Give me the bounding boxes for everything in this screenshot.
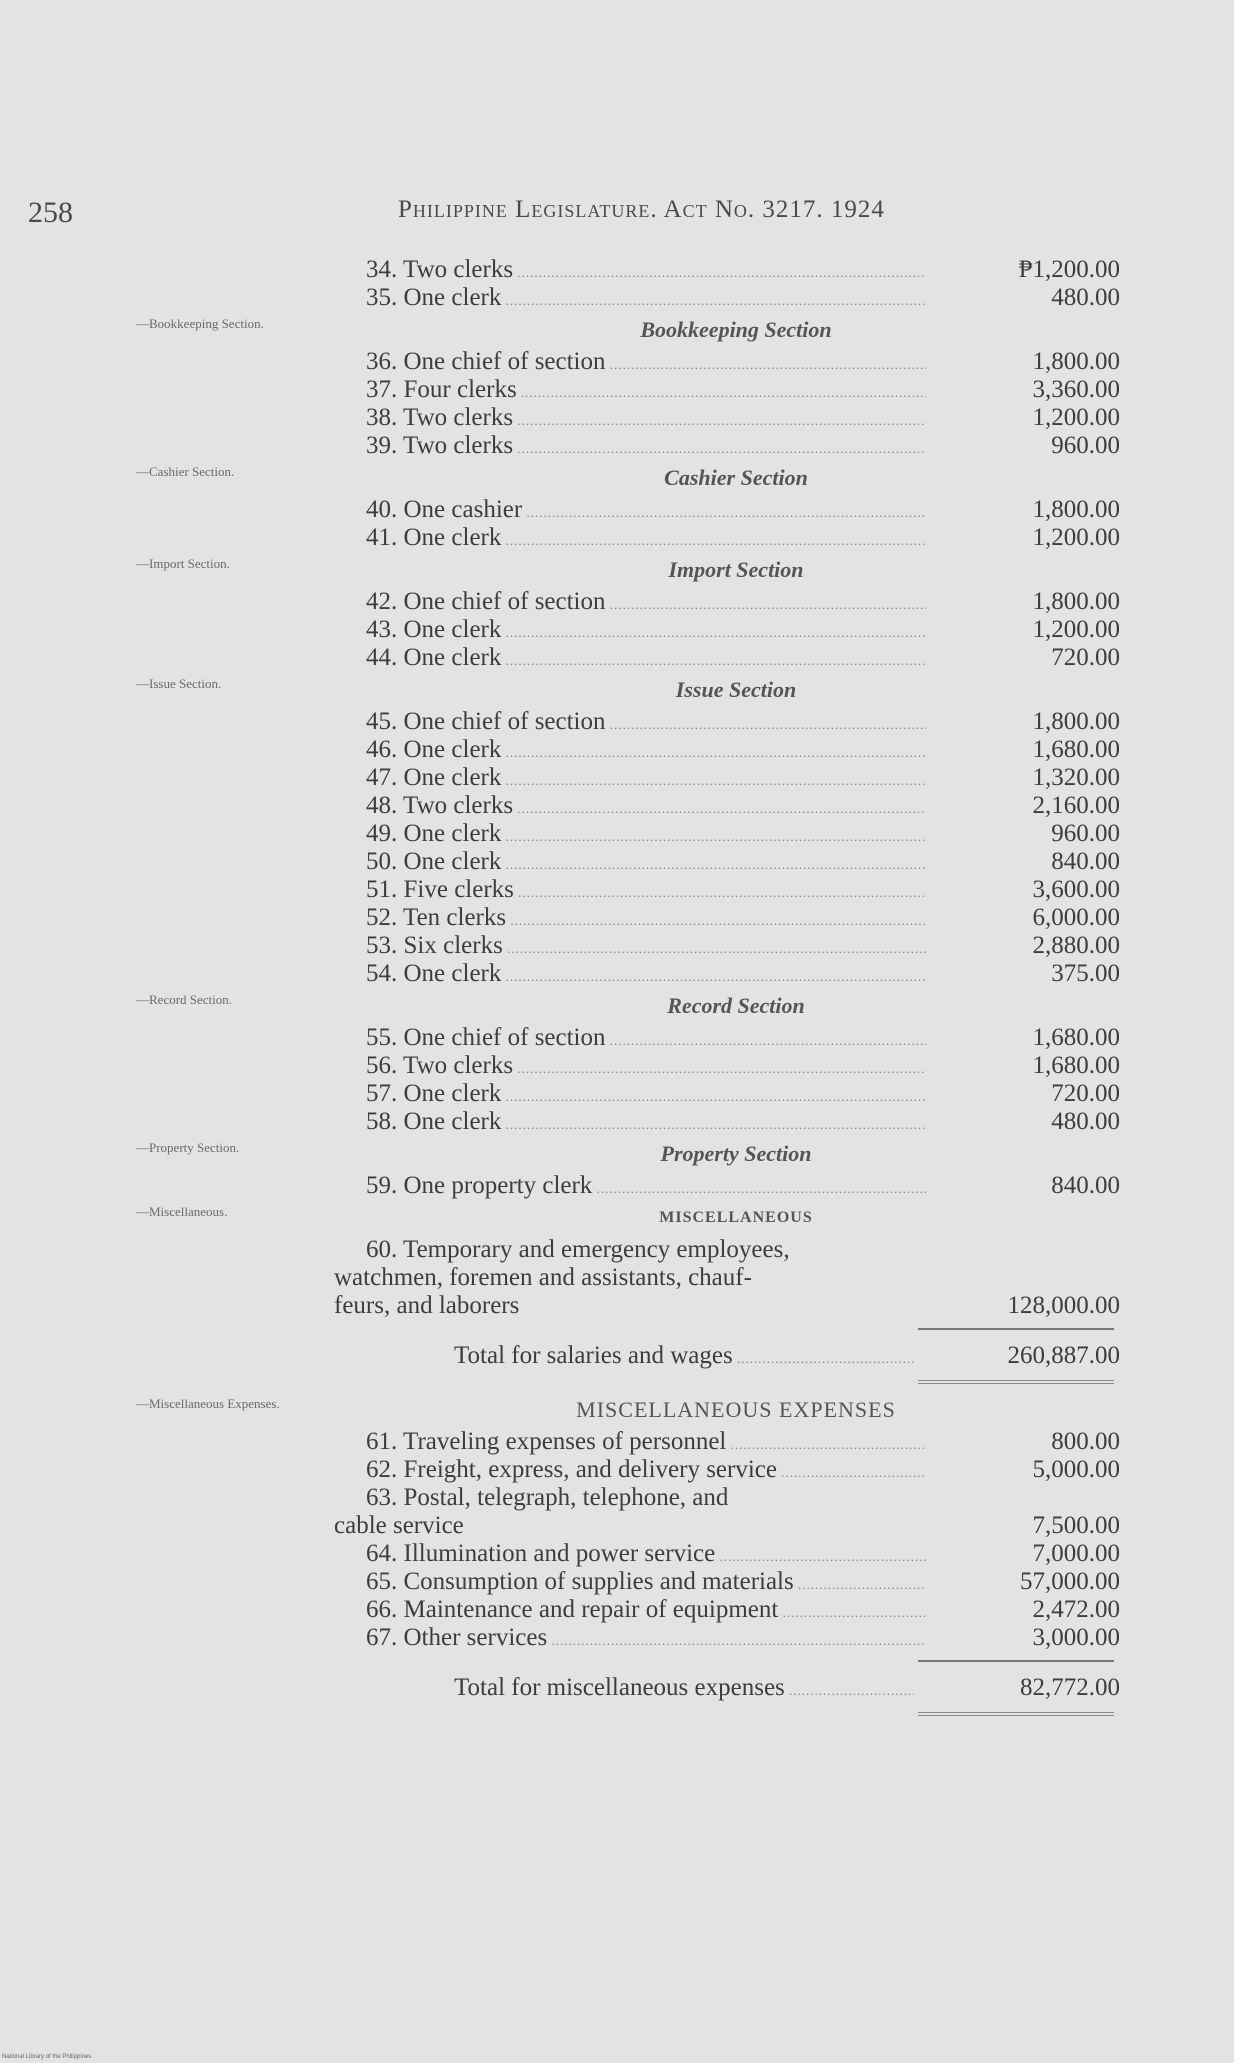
item-amount: 720.00 [1051,644,1120,671]
line-item [0,284,1234,312]
item-label: 57. One clerk ..... [366,1080,926,1111]
line-item [0,876,1234,904]
item-amount: 1,200.00 [1032,404,1120,431]
item-amount: 480.00 [1051,284,1120,311]
item-label: 37. Four clerks ..... [366,376,926,407]
line-item [0,960,1234,988]
line-item [0,496,1234,524]
item-amount: 7,500.00 [1032,1512,1120,1539]
item-amount: 1,800.00 [1032,708,1120,735]
double-rule [918,1380,1114,1384]
line-item [0,1108,1234,1136]
line-item [0,820,1234,848]
item-amount: 960.00 [1051,820,1120,847]
item-amount: 57,000.00 [1020,1568,1120,1595]
line-item [0,1568,1234,1596]
line-item [0,904,1234,932]
item-amount: 6,000.00 [1032,904,1120,931]
total-label: Total for miscellaneous expenses ..... [454,1666,914,1713]
line-item [0,256,1234,284]
line-item [0,1172,1234,1200]
item-amount: 480.00 [1051,1108,1120,1135]
item-amount: 2,160.00 [1032,792,1120,819]
item-text-line: 63. Postal, telegraph, telephone, and [366,1484,729,1511]
page-number: 258 [28,196,73,229]
total-row [0,1666,1234,1710]
section-heading-row [0,460,1234,496]
item-amount: 960.00 [1051,432,1120,459]
total-row [0,1334,1234,1378]
item-amount: 1,680.00 [1032,1024,1120,1051]
item-amount: 1,800.00 [1032,496,1120,523]
item-label: 56. Two clerks ..... [366,1052,926,1083]
item-label: 54. One clerk ..... [366,960,926,991]
section-heading-row [0,552,1234,588]
item-amount: 800.00 [1051,1428,1120,1455]
rule-container [0,1710,1234,1724]
item-text-line: 60. Temporary and emergency employees, [366,1236,790,1263]
section-heading-row [0,1136,1234,1172]
margin-note: —Bookkeeping Section. [136,316,264,331]
section-heading: Bookkeeping Section [640,317,832,342]
line-item [0,1052,1234,1080]
item-label: 52. Ten clerks ..... [366,904,926,935]
item-text-line: feurs, and laborers [334,1292,520,1319]
line-item [0,1456,1234,1484]
item-label: 42. One chief of section ..... [366,588,926,619]
item-label: 62. Freight, express, and delivery service ..... [366,1456,926,1487]
item-label: 61. Traveling expenses of personnel ..... [366,1428,926,1459]
item-amount: 5,000.00 [1032,1456,1120,1483]
line-item [0,376,1234,404]
section-heading-row [0,988,1234,1024]
item-amount: 1,680.00 [1032,736,1120,763]
section-heading: MISCELLANEOUS EXPENSES [576,1397,896,1422]
item-label: 44. One clerk ..... [366,644,926,675]
item-amount: 2,472.00 [1032,1596,1120,1623]
item-amount: 1,200.00 [1032,616,1120,643]
item-amount: 7,000.00 [1032,1540,1120,1567]
section-heading-row [0,1392,1234,1428]
section-heading: MISCELLANEOUS [659,1209,813,1226]
line-item [0,1596,1234,1624]
line-item [0,1236,1234,1320]
item-amount: 840.00 [1051,848,1120,875]
line-item [0,588,1234,616]
item-amount: 3,600.00 [1032,876,1120,903]
rule-container [0,1378,1234,1392]
rule-container [0,1320,1234,1334]
scan-footer: National Library of the Philippines [2,2054,92,2060]
item-label: 48. Two clerks ..... [366,792,926,823]
item-amount: 1,200.00 [1032,524,1120,551]
margin-note: —Record Section. [136,992,233,1007]
line-item [0,792,1234,820]
section-heading-row [0,672,1234,708]
item-text-line: cable service [334,1512,464,1539]
running-head: Philippine Legislature. Act No. 3217. 1924 [398,196,885,223]
margin-note: —Issue Section. [136,676,222,691]
item-amount: 375.00 [1051,960,1120,987]
item-label: 64. Illumination and power service ..... [366,1540,926,1571]
item-label: 36. One chief of section ..... [366,348,926,379]
sum-rule [918,1660,1114,1662]
line-item [0,708,1234,736]
total-amount: 82,772.00 [1020,1674,1120,1701]
item-label: 38. Two clerks ..... [366,404,926,435]
item-label: 53. Six clerks ..... [366,932,926,963]
item-amount: 2,880.00 [1032,932,1120,959]
line-item [0,932,1234,960]
margin-note: —Property Section. [136,1140,240,1155]
appropriation-list [0,256,1234,1724]
item-label: 66. Maintenance and repair of equipment ..... [366,1596,926,1627]
line-item [0,432,1234,460]
item-amount: 720.00 [1051,1080,1120,1107]
line-item [0,1080,1234,1108]
item-label: 55. One chief of section ..... [366,1024,926,1055]
item-label: 59. One property clerk ..... [366,1172,926,1203]
line-item [0,764,1234,792]
margin-note: —Import Section. [136,556,230,571]
item-label: 47. One clerk ..... [366,764,926,795]
item-label: 58. One clerk ..... [366,1108,926,1139]
item-label: 49. One clerk ..... [366,820,926,851]
item-label: 46. One clerk ..... [366,736,926,767]
item-label: 40. One cashier ..... [366,496,926,527]
margin-note: —Miscellaneous. [136,1204,228,1219]
margin-note: —Cashier Section. [136,464,235,479]
rule-container [0,1652,1234,1666]
item-label: 51. Five clerks ..... [366,876,926,907]
line-item [0,1540,1234,1568]
line-item [0,348,1234,376]
item-label: 34. Two clerks ..... [366,256,926,287]
item-paragraph [334,1484,924,1540]
item-amount: 1,800.00 [1032,348,1120,375]
item-amount: 840.00 [1051,1172,1120,1199]
item-label: 35. One clerk ..... [366,284,926,315]
item-amount: 1,320.00 [1032,764,1120,791]
item-amount: 1,680.00 [1032,1052,1120,1079]
section-heading: Issue Section [675,677,797,702]
item-label: 41. One clerk ..... [366,524,926,555]
section-heading: Property Section [660,1141,812,1166]
margin-note: —Miscellaneous Expenses. [136,1396,280,1411]
section-heading: Cashier Section [664,465,808,490]
line-item [0,736,1234,764]
section-heading-row [0,312,1234,348]
sum-rule [918,1328,1114,1330]
item-label: 67. Other services ..... [366,1624,926,1655]
total-amount: 260,887.00 [1007,1342,1120,1369]
line-item [0,616,1234,644]
section-heading: Record Section [667,993,805,1018]
line-item [0,1024,1234,1052]
item-amount: 128,000.00 [1007,1292,1120,1319]
section-heading: Import Section [668,557,804,582]
line-item [0,1624,1234,1652]
item-label: 43. One clerk ..... [366,616,926,647]
double-rule [918,1712,1114,1716]
item-label: 45. One chief of section ..... [366,708,926,739]
item-amount: 3,360.00 [1032,376,1120,403]
line-item [0,644,1234,672]
item-amount: 3,000.00 [1032,1624,1120,1651]
item-paragraph [334,1236,924,1320]
section-heading-row [0,1200,1234,1236]
item-text-line: watchmen, foremen and assistants, chauf- [334,1264,752,1291]
line-item [0,404,1234,432]
line-item [0,1484,1234,1540]
line-item [0,848,1234,876]
item-amount: 1,800.00 [1032,588,1120,615]
item-label: 50. One clerk ..... [366,848,926,879]
total-label: Total for salaries and wages ..... [454,1334,914,1381]
item-label: 39. Two clerks ..... [366,432,926,463]
line-item [0,1428,1234,1456]
item-label: 65. Consumption of supplies and materials ..... [366,1568,926,1599]
item-amount: ₱1,200.00 [1018,256,1120,283]
line-item [0,524,1234,552]
